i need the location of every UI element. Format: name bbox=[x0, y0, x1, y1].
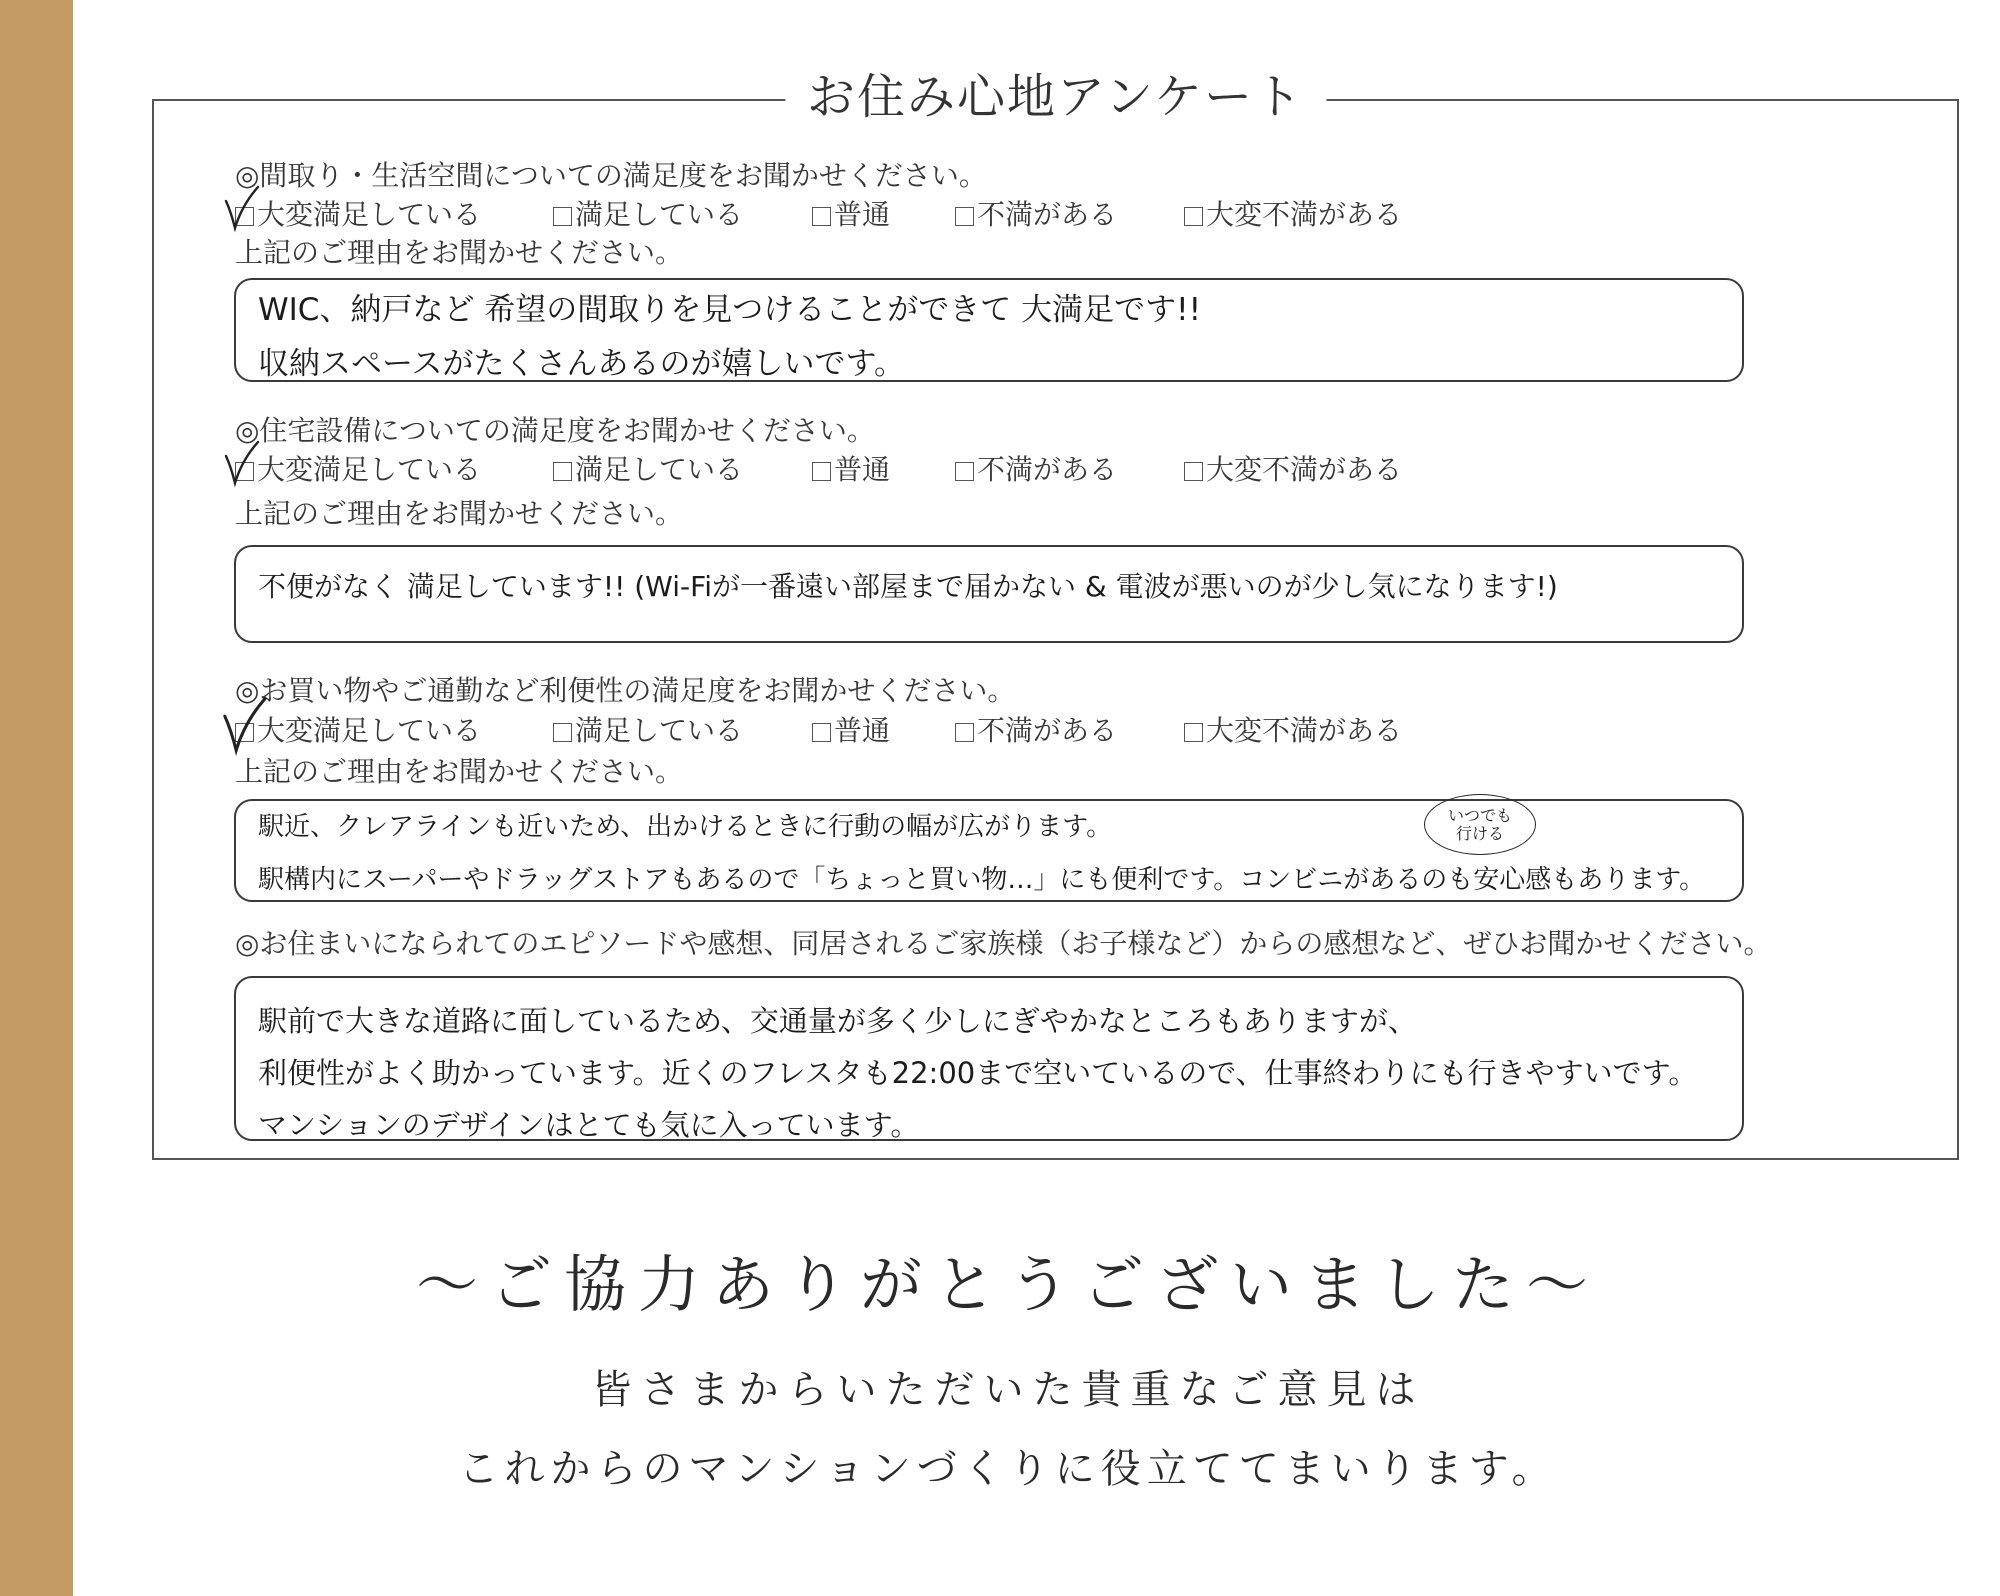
checkbox bbox=[955, 207, 974, 226]
reason-prompt: 上記のご理由をお聞かせください。 bbox=[235, 755, 684, 788]
reason-prompt: 上記のご理由をお聞かせください。 bbox=[235, 497, 684, 530]
rating-options-equipment bbox=[235, 454, 1535, 486]
checkbox bbox=[553, 462, 572, 481]
checkmark-icon bbox=[221, 695, 269, 755]
option-dissatisfied bbox=[955, 199, 1117, 231]
checkbox bbox=[812, 207, 831, 226]
option-label: 不満がある bbox=[977, 714, 1118, 747]
option-label: 大変満足している bbox=[257, 453, 482, 486]
option-label: 大変満足している bbox=[257, 198, 482, 231]
question-episode-text: ◎お住まいになられてのエピソードや感想、同居されるご家族様（お子様など）からの感想など、ぜひお聞かせください。 bbox=[235, 927, 1772, 960]
survey-title: お住み心地アンケート bbox=[785, 67, 1326, 127]
question-convenience-text: ◎お買い物やご通勤など利便性の満足度をお聞かせください。 bbox=[235, 674, 1016, 707]
handwritten-answer-line: 利便性がよく助かっています。近くのフレスタも22:00まで空いているので、仕事終わりにも行きやすいです。 bbox=[258, 1056, 1698, 1090]
rating-options-convenience bbox=[235, 715, 1535, 747]
handwritten-answer-line: マンションのデザインはとても気に入っています。 bbox=[258, 1108, 920, 1142]
checkbox bbox=[812, 723, 831, 742]
checkbox bbox=[812, 462, 831, 481]
thank-you-heading: 〜ご協力ありがとうございました〜 bbox=[415, 1248, 1600, 1321]
handwritten-answer-line: 駅近、クレアラインも近いため、出かけるときに行動の幅が広がります。 bbox=[258, 812, 1113, 842]
checkbox bbox=[1184, 723, 1203, 742]
answer-box-episode bbox=[234, 976, 1744, 1141]
option-neutral bbox=[812, 199, 890, 231]
closing-message-line: これからのマンションづくりに役立ててまいります。 bbox=[458, 1446, 1558, 1492]
option-label: 満足している bbox=[575, 453, 744, 486]
option-label: 大変不満がある bbox=[1206, 453, 1403, 486]
handwritten-answer-line: 不便がなく 満足しています!! (Wi-Fiが一番遠い部屋まで届かない & 電波が悪いのが少し気になります!) bbox=[258, 570, 1558, 603]
side-accent-stripe bbox=[0, 0, 73, 1596]
option-label: 大変不満がある bbox=[1206, 198, 1403, 231]
option-satisfied bbox=[553, 454, 743, 486]
option-neutral bbox=[812, 454, 890, 486]
answer-box-layout bbox=[234, 278, 1744, 382]
option-very-dissatisfied bbox=[1184, 199, 1402, 231]
rating-options-layout bbox=[235, 199, 1535, 231]
option-label: 普通 bbox=[834, 453, 891, 486]
closing-message-line: 皆さまからいただいた貴重なご意見は bbox=[591, 1367, 1425, 1413]
handwritten-circled-note bbox=[1424, 794, 1536, 855]
handwritten-answer-line: 収納スペースがたくさんあるのが嬉しいです。 bbox=[258, 346, 905, 382]
checkbox bbox=[955, 723, 974, 742]
option-label: 不満がある bbox=[977, 453, 1118, 486]
circled-note-text: いつでも行ける bbox=[1447, 805, 1512, 843]
handwritten-answer-line: WIC、納戸など 希望の間取りを見つけることができて 大満足です!! bbox=[258, 292, 1201, 328]
option-very-satisfied bbox=[235, 454, 481, 486]
option-dissatisfied bbox=[955, 715, 1117, 747]
option-very-dissatisfied bbox=[1184, 454, 1402, 486]
checkmark-icon bbox=[223, 440, 261, 486]
option-satisfied bbox=[553, 715, 743, 747]
option-satisfied bbox=[553, 199, 743, 231]
option-dissatisfied bbox=[955, 454, 1117, 486]
checkmark-icon bbox=[223, 185, 261, 231]
option-very-satisfied bbox=[235, 715, 481, 747]
option-neutral bbox=[812, 715, 890, 747]
option-label: 満足している bbox=[575, 714, 744, 747]
question-equipment-text: ◎住宅設備についての満足度をお聞かせください。 bbox=[235, 414, 875, 447]
checkbox bbox=[553, 723, 572, 742]
checkbox bbox=[1184, 207, 1203, 226]
answer-box-equipment bbox=[234, 545, 1744, 643]
handwritten-answer-line: 駅構内にスーパーやドラッグストアもあるので「ちょっと買い物…」にも便利です。コンビニがあるのも安心感もあります。 bbox=[258, 865, 1706, 895]
option-very-dissatisfied bbox=[1184, 715, 1402, 747]
option-label: 普通 bbox=[834, 198, 891, 231]
checkbox bbox=[553, 207, 572, 226]
option-label: 大変不満がある bbox=[1206, 714, 1403, 747]
reason-prompt: 上記のご理由をお聞かせください。 bbox=[235, 236, 684, 269]
checkbox bbox=[1184, 462, 1203, 481]
option-label: 普通 bbox=[834, 714, 891, 747]
checkbox bbox=[955, 462, 974, 481]
option-label: 満足している bbox=[575, 198, 744, 231]
handwritten-answer-line: 駅前で大きな道路に面しているため、交通量が多く少しにぎやかなところもありますが、 bbox=[258, 1004, 1417, 1038]
option-label: 大変満足している bbox=[257, 714, 482, 747]
option-label: 不満がある bbox=[977, 198, 1118, 231]
option-very-satisfied bbox=[235, 199, 481, 231]
question-layout-text: ◎間取り・生活空間についての満足度をお聞かせください。 bbox=[235, 159, 987, 192]
